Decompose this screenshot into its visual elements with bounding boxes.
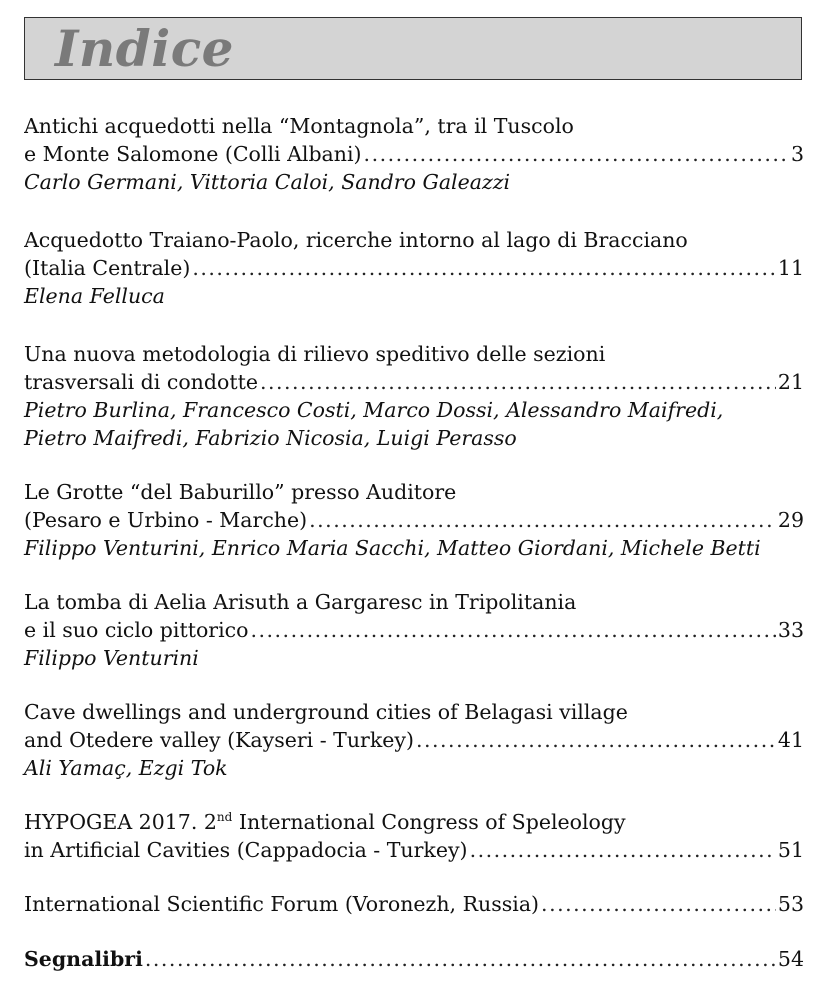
entry-authors: Pietro Burlina, Francesco Costi, Marco Dossi, Alessandro Maifredi, xyxy=(24,398,724,422)
dot-leader xyxy=(416,726,776,754)
dot-leader xyxy=(192,254,776,282)
toc-entry[interactable] xyxy=(24,890,804,918)
toc-entry[interactable] xyxy=(24,588,804,672)
entry-title-line: (Pesaro e Urbino - Marche) xyxy=(24,508,308,532)
entry-title-line: e il suo ciclo pittorico xyxy=(24,618,249,642)
entry-authors: Carlo Germani, Vittoria Caloi, Sandro Galeazzi xyxy=(24,170,511,194)
entry-title-leader-line xyxy=(24,945,804,973)
entry-title-line: La tomba di Aelia Arisuth a Gargaresc in Tripolitania xyxy=(24,590,577,614)
page-number: 33 xyxy=(777,618,804,642)
entry-title-leader-line xyxy=(24,726,804,754)
entry-title-line xyxy=(24,808,804,836)
toc-entry[interactable] xyxy=(24,226,804,310)
toc-entry[interactable] xyxy=(24,112,804,196)
toc-entry[interactable] xyxy=(24,808,804,864)
dot-leader xyxy=(309,506,776,534)
entry-title-part: International Congress of Speleology xyxy=(232,810,626,834)
page-number: 21 xyxy=(777,370,804,394)
page-number: 29 xyxy=(777,508,804,532)
page-number: 41 xyxy=(777,728,804,752)
entry-title-leader-line xyxy=(24,506,804,534)
entry-title-line: trasversali di condotte xyxy=(24,370,258,394)
page-number: 11 xyxy=(777,256,804,280)
page-number: 3 xyxy=(790,142,804,166)
entry-title-leader-line xyxy=(24,140,804,168)
toc-entry[interactable] xyxy=(24,945,804,973)
entry-title-line: e Monte Salomone (Colli Albani) xyxy=(24,142,362,166)
entry-title-line: Una nuova metodologia di rilievo speditivo delle sezioni xyxy=(24,342,606,366)
page-number: 54 xyxy=(777,947,804,971)
ordinal-superscript: nd xyxy=(216,810,233,824)
entry-authors: Filippo Venturini, Enrico Maria Sacchi, Matteo Giordani, Michele Betti xyxy=(24,536,761,560)
page-number: 51 xyxy=(777,838,804,862)
entry-title-line: Segnalibri xyxy=(24,947,143,971)
dot-leader xyxy=(470,836,776,864)
entry-title-line: (Italia Centrale) xyxy=(24,256,191,280)
page-title: Indice xyxy=(55,19,234,78)
entry-title-leader-line xyxy=(24,368,804,396)
toc-entry[interactable] xyxy=(24,698,804,782)
entry-title-line: Le Grotte “del Baburillo” presso Auditore xyxy=(24,480,457,504)
entry-authors: Filippo Venturini xyxy=(24,646,199,670)
toc-entry[interactable] xyxy=(24,340,804,452)
entry-title-line: Acquedotto Traiano-Paolo, ricerche intorno al lago di Bracciano xyxy=(24,228,688,252)
dot-leader xyxy=(364,140,789,168)
entry-title-leader-line xyxy=(24,890,804,918)
entry-title-leader-line xyxy=(24,254,804,282)
entry-authors: Elena Felluca xyxy=(24,284,165,308)
entry-title-leader-line xyxy=(24,616,804,644)
dot-leader xyxy=(260,368,776,396)
dot-leader xyxy=(250,616,775,644)
entry-title-line: Antichi acquedotti nella “Montagnola”, tra il Tuscolo xyxy=(24,114,574,138)
entry-title-part: HYPOGEA 2017. 2 xyxy=(24,810,217,834)
entry-title-line: Cave dwellings and underground cities of Belagasi village xyxy=(24,700,628,724)
entry-authors: Pietro Maifredi, Fabrizio Nicosia, Luigi Perasso xyxy=(24,426,517,450)
page-number: 53 xyxy=(777,892,804,916)
toc-entry[interactable] xyxy=(24,478,804,562)
entry-authors: Ali Yamaç, Ezgi Tok xyxy=(24,756,228,780)
entry-title-line: in Artificial Cavities (Cappadocia - Turkey) xyxy=(24,838,468,862)
entry-title-line: and Otedere valley (Kayseri - Turkey) xyxy=(24,728,414,752)
entry-title-line: International Scientific Forum (Voronezh, Russia) xyxy=(24,892,540,916)
dot-leader xyxy=(541,890,776,918)
dot-leader xyxy=(145,945,776,973)
section-header xyxy=(24,17,802,80)
entry-title-leader-line xyxy=(24,836,804,864)
